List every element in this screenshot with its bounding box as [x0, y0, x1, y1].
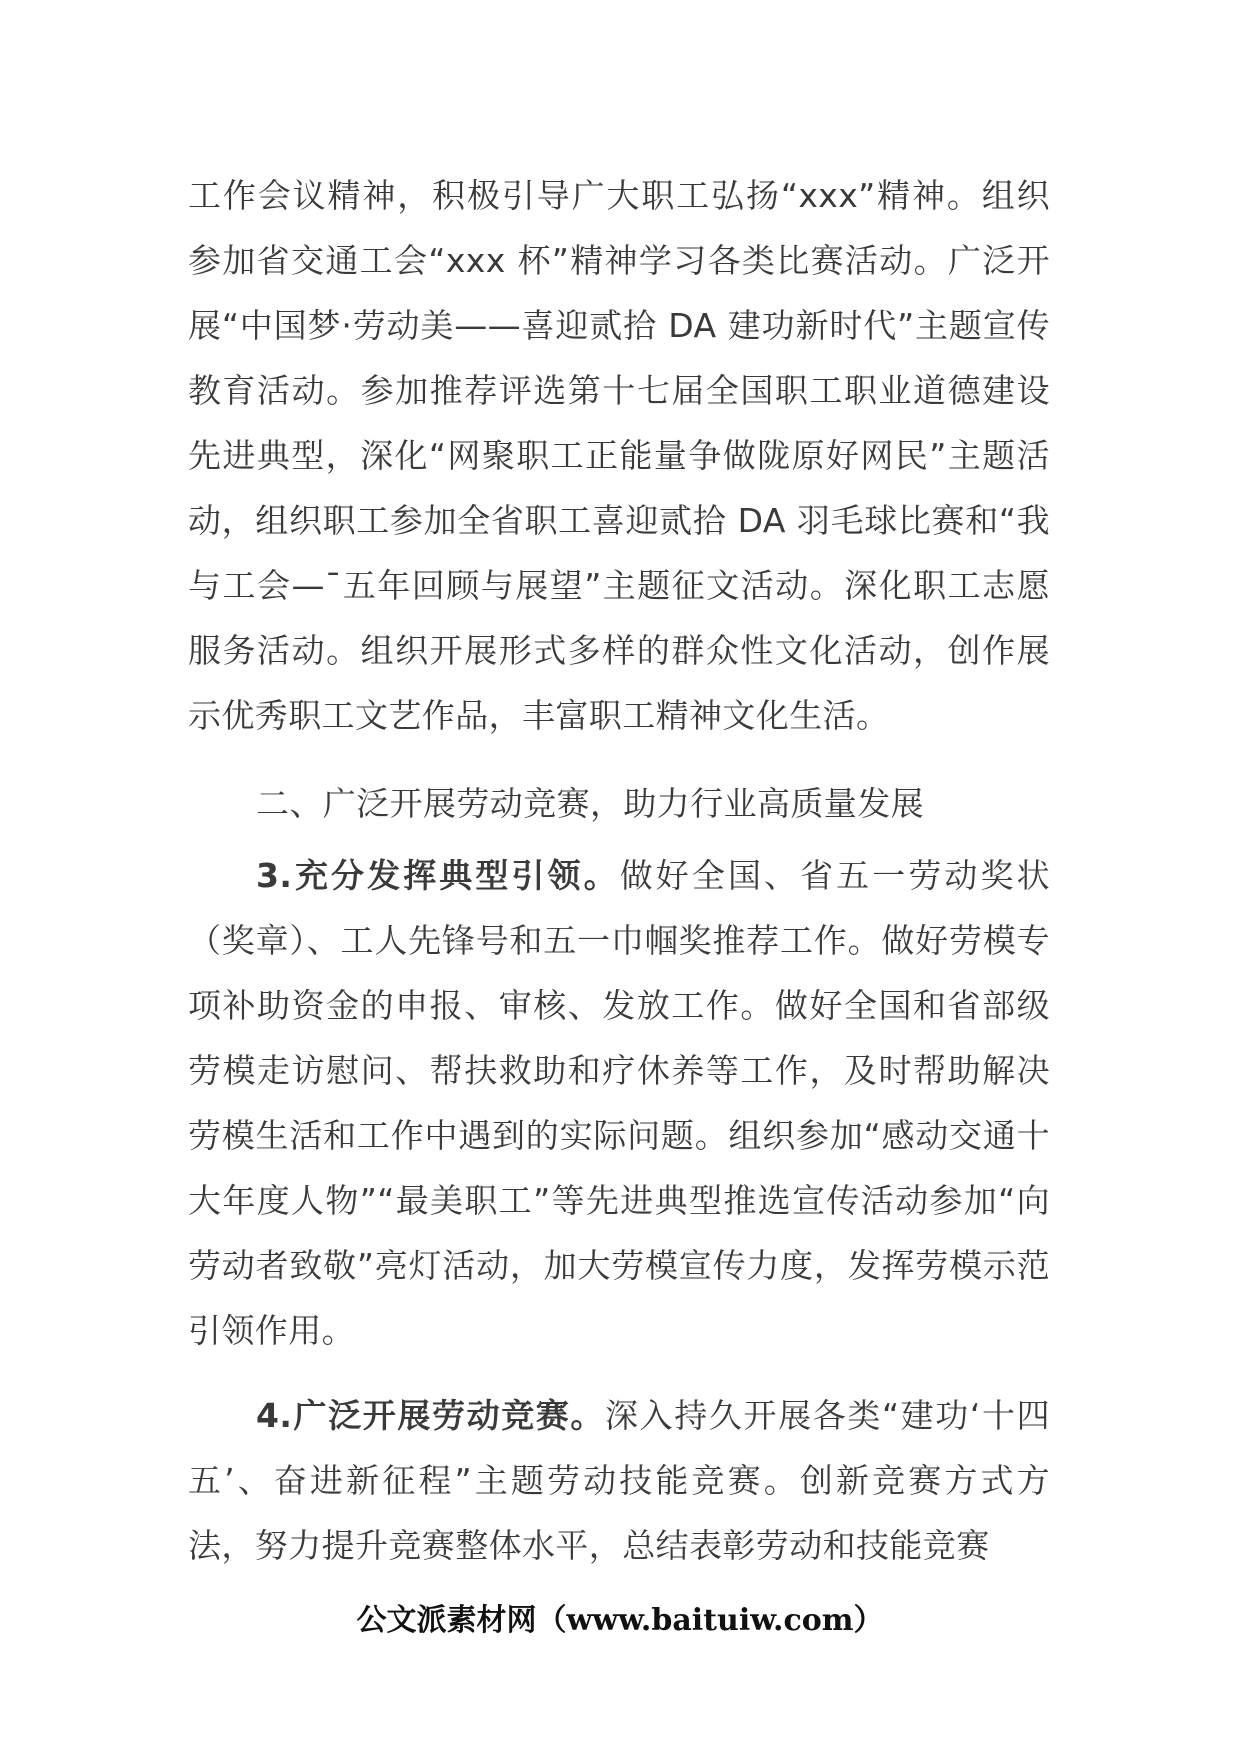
item-4-lead: 4.广泛开展劳动竞赛。	[256, 1396, 606, 1435]
footer-watermark: 公文派素材网（www.baituiw.com）	[356, 1603, 884, 1638]
section-heading: 二、广泛开展劳动竞赛，助力行业高质量发展	[256, 784, 924, 823]
item-3-body: 做好全国、省五一劳动奖状（奖章）、工人先锋号和五一巾帼奖推荐工作。做好劳模专项补助资金的申报、审核、发放工作。做好全国和省部级劳模走访慰问、帮扶救助和疗休养等工作，及时帮助解决劳模生活和工作中遇到的实际问题。组织参加“感动交通十大年度人物”“最美职工”等先进典型推选宣传活动参加“向劳动者致敬”亮灯活动，加大劳模宣传力度，发挥劳模示范引领作用。	[188, 856, 1050, 1350]
item-4-paragraph	[188, 1383, 1050, 1578]
item-4-body: 深入持久开展各类“建功‘十四五’、奋进新征程”主题劳动技能竞赛。创新竞赛方式方法，努力提升竞赛整体水平，总结表彰劳动和技能竞赛	[188, 1396, 1050, 1565]
item-3-paragraph	[188, 843, 1050, 1363]
paragraph-continuation: 工作会议精神，积极引导广大职工弘扬“xxx”精神。组织参加省交通工会“xxx 杯”精神学习各类比赛活动。广泛开展“中国梦·劳动美——喜迎贰拾 DA 建功新时代”主题宣传教育活动。参加推荐评选第十七届全国职工职业道德建设先进典型，深化“网聚职工正能量争做陇原好网民”主题活动，组织职工参加全省职工喜迎贰拾 DA 羽毛球比赛和“我与工会—¯五年回顾与展望”主题征文活动。深化职工志愿服务活动。组织开展形式多样的群众性文化活动，创作展示优秀职工文艺作品，丰富职工精神文化生活。	[188, 176, 1050, 735]
item-3-lead: 3.充分发挥典型引领。	[256, 856, 620, 895]
